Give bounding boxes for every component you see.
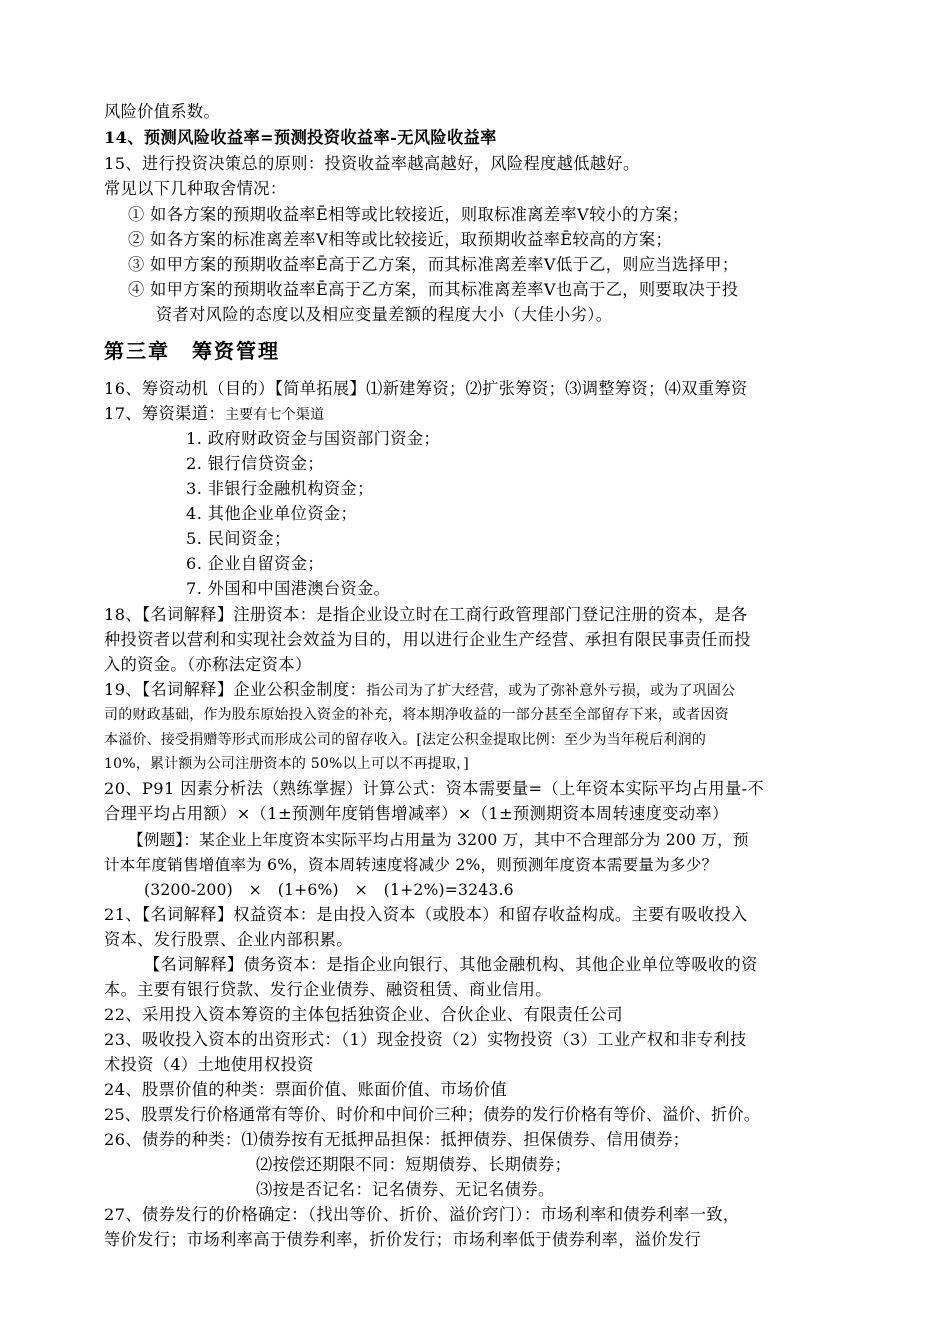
text-line-20: 20、P91 因素分析法（熟练掌握）计算公式：资本需要量=（上年资本实际平均占用量-不 [104,779,765,798]
list-item-continued: 资者对风险的态度以及相应变量差额的程度大小（大佳小劣）。 [156,305,613,324]
text-line: 风险价值系数。 [104,102,221,121]
list-item: 4. 其他企业单位资金； [186,504,358,523]
chapter-heading: 第三章 筹资管理 [104,339,280,363]
text-line: 本。主要有银行贷款、发行企业债券、融资租赁、商业信用。 [104,980,552,999]
list-item: 1. 政府财政资金与国资部门资金； [186,429,441,448]
text-line: 入的资金。（亦称法定资本） [104,655,312,674]
text-line: 10%，累计额为公司注册资本的 50%以上可以不再提取，] [104,756,469,772]
text-line: 等价发行；市场利率高于债券利率，折价发行；市场利率低于债券利率，溢价发行 [104,1230,702,1249]
text-line: 常见以下几种取舍情况： [104,179,287,198]
item-note: 主要有七个渠道 [224,407,325,423]
list-item: 3. 非银行金融机构资金； [186,479,374,498]
text-line-23: 23、吸收投入资本的出资形式：（1）现金投资（2）实物投资（3）工业产权和非专利技 [104,1030,747,1049]
text-line-22: 22、采用投入资本筹资的主体包括独资企业、合伙企业、有限责任公司 [104,1005,624,1024]
text-line-26: 26、债券的种类：⑴债券按有无抵押品担保：抵押债券、担保债券、信用债券； [104,1130,690,1149]
list-item: ① 如各方案的预期收益率Ē相等或比较接近，则取标准离差率V较小的方案； [128,205,689,224]
item-label: 19、【名词解释】企业公积金制度： [104,680,367,699]
list-item: ③ 如甲方案的预期收益率Ē高于乙方案，而其标准离差率V低于乙，则应当选择甲； [128,255,739,274]
list-item: ② 如各方案的标准离差率V相等或比较接近，取预期收益率Ē较高的方案； [128,230,673,249]
text-line: 合理平均占用额）×（1±预测年度销售增减率）×（1±预测期资本周转速度变动率） [104,804,729,823]
text-line: 司的财政基础，作为股东原始投入资金的补充，将本期净收益的一部分甚至全部留存下来，或者因资 [104,707,729,723]
text-line-24: 24、股票价值的种类：票面价值、账面价值、市场价值 [104,1080,507,1099]
example-line: 【例题】：某企业上年度资本实际平均占用量为 3200 万，其中不合理部分为 200 万，预 [128,831,749,849]
example-calculation: (3200-200) × (1+6%) × (1+2%)=3243.6 [144,881,514,899]
item-note: 指公司为了扩大经营，或为了弥补意外亏损，或为了巩固公 [366,683,736,699]
text-line-21: 21、【名词解释】权益资本：是由投入资本（或股本）和留存收益构成。主要有吸收投入 [104,905,748,924]
list-item: 5. 民间资金； [186,529,291,548]
text-line: 资本、发行股票、企业内部积累。 [104,930,353,949]
item-label: 17、筹资渠道： [104,404,225,423]
text-line: 术投资（4）土地使用权投资 [104,1055,314,1074]
text-line: 【名词解释】债务资本：是指企业向银行、其他金融机构、其他企业单位等吸收的资 [144,955,758,974]
text-line-14: 14、预测风险收益率=预测投资收益率-无风险收益率 [104,128,497,147]
text-line-27: 27、债券发行的价格确定：（找出等价、折价、溢价窍门）：市场利率和债券利率一致， [104,1205,740,1224]
list-item: 2. 银行信贷资金； [186,454,324,473]
text-line-19 [104,678,864,703]
list-item: 6. 企业自留资金； [186,554,324,573]
text-line-18: 18、【名词解释】注册资本：是指企业设立时在工商行政管理部门登记注册的资本，是各 [104,605,748,624]
list-item: ⑶按是否记名：记名债券、无记名债券。 [256,1180,555,1199]
text-line-15: 15、进行投资决策总的原则：投资收益率越高越好，风险程度越低越好。 [104,154,640,173]
text-line-25: 25、股票发行价格通常有等价、时价和中间价三种；债券的发行价格有等价、溢价、折价。 [104,1105,761,1124]
text-line-17 [104,402,864,427]
list-item: 7. 外国和中国港澳台资金。 [186,579,391,598]
text-line: 种投资者以营利和实现社会效益为目的，用以进行企业生产经营、承担有限民事责任而投 [104,630,751,649]
list-item: ④ 如甲方案的预期收益率Ē高于乙方案，而其标准离差率V也高于乙，则要取决于投 [128,280,739,299]
text-line: 本溢价、接受捐赠等形式而形成公司的留存收入。[法定公积金提取比例：至少为当年税后利润的 [104,732,707,748]
text-line-16: 16、筹资动机（目的）【简单拓展】⑴新建筹资；⑵扩张筹资；⑶调整筹资；⑷双重筹资 [104,379,748,398]
example-line: 计本年度销售增值率为 6%，资本周转速度将减少 2%，则预测年度资本需要量为多少？ [104,856,718,874]
list-item: ⑵按偿还期限不同：短期债券、长期债券； [256,1155,572,1174]
